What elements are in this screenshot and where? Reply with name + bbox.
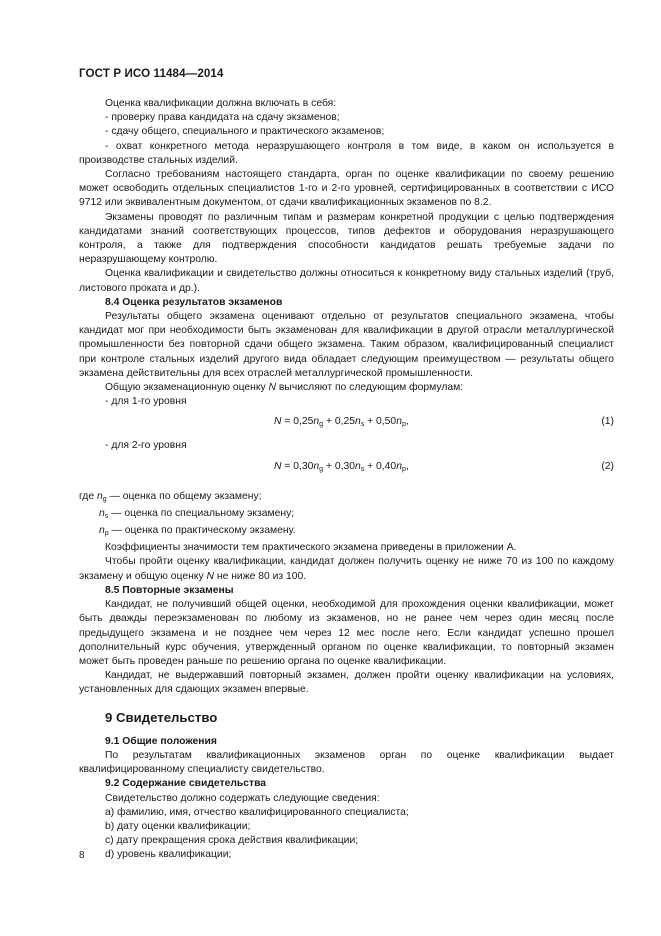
list-item: c) дату прекращения срока действия квалификации;	[105, 835, 359, 847]
list-item: - сдачу общего, специального и практического экзаменов;	[105, 126, 385, 138]
paragraph: Результаты общего экзамена оценивают отдельно от результатов специального экзамена, чтобы кандидат мог при необходимости быть экзаменован для квалификации в другой отрасли металлургической промышленности без повторной сдачи общего экзамена. Таким образом, квалифицированный специалист при контроле стальных изделий другого вида обладает следующим преимуществом — результаты общего экзамена действительны для всех отраслей металлургической промышленности.	[79, 311, 614, 379]
section-heading-9-2: 9.2 Содержание свидетельства	[105, 778, 267, 790]
paragraph: Чтобы пройти оценку квалификации, кандидат должен получить оценку не ниже 70 из 100 по каждому экзамену и общую оценку N не ниже 80 из 100.	[79, 556, 614, 582]
legend-item: $n_s$ — оценка по специальному экзамену;	[99, 507, 295, 520]
list-item: - для 1-го уровня	[105, 396, 187, 408]
formula-number: (1)	[601, 416, 614, 428]
paragraph: Экзамены проводят по различным типам и размерам конкретной продукции с целью подтверждения кандидатами знаний соответствующих процессов, типов дефектов и оборудования неразрушающего контроля, а также для подтверждения способности кандидатов решать требуемые задачи по неразрушающему контролю.	[79, 211, 614, 266]
section-heading-8-5: 8.5 Повторные экзамены	[105, 584, 234, 596]
formula-expression: $N = 0,25n_g + 0,25n_s + 0,50n_p$,	[274, 416, 409, 429]
list-item: d) уровень квалификации;	[105, 849, 232, 861]
section-heading-9: 9 Свидетельство	[105, 709, 218, 725]
paragraph: Согласно требованиям настоящего стандарта, орган по оценке квалификации по своему решению может освободить отдельных специалистов 1-го и 2-го уровней, сертифицированных в соответствии с ИСО 9712 или эквивалентным документом, от сдачи квалификационных экзаменов по 8.2.	[79, 169, 614, 209]
list-item: - проверку права кандидата на сдачу экзаменов;	[105, 112, 340, 124]
list-item: - для 2-го уровня	[105, 440, 187, 452]
formula-expression: $N = 0,30n_g + 0,30n_s + 0,40n_p$,	[274, 460, 409, 473]
legend-item: где $n_g$ — оценка по общему экзамену;	[79, 490, 262, 503]
list-item: - охват конкретного метода неразрушающего контроля в том виде, в каком он используется в производстве стальных изделий.	[79, 140, 614, 166]
paragraph: Кандидат, не выдержавший повторный экзамен, должен пройти оценку квалификации на условиях, установленных для сдающих экзамен впервые.	[79, 670, 614, 696]
page-number: 8	[79, 850, 85, 861]
document-body	[79, 97, 614, 863]
paragraph: По результатам квалификационных экзаменов орган по оценке квалификации выдает квалифицированному специалисту свидетельство.	[79, 749, 614, 776]
list-item: а) фамилию, имя, отчество квалифицированного специалиста;	[105, 806, 409, 818]
formula-2	[79, 454, 614, 480]
paragraph: Оценка квалификации и свидетельство должны относиться к конкретному виду стальных изделий (труб, листового проката и др.).	[79, 268, 614, 294]
section-heading-8-4: 8.4 Оценка результатов экзаменов	[105, 296, 283, 308]
formula-number: (2)	[601, 460, 614, 472]
legend-item: $n_p$ — оценка по практическому экзамену.	[99, 525, 296, 538]
section-heading-9-1: 9.1 Общие положения	[105, 735, 217, 747]
document-header: ГОСТ Р ИСО 11484—2014	[79, 67, 224, 80]
paragraph: Коэффициенты значимости тем практического экзамена приведены в приложении А.	[105, 542, 517, 554]
paragraph: Кандидат, не получивший общей оценки, необходимой для прохождения оценки квалификации, может быть дважды переэкзаменован по любому из экзаменов, но не ранее чем через один месяц после предыдущего экзамена и не позднее чем через 12 мес после него. Если кандидат успешно прошел дополнительный курс обучения, утвержденный органом по оценке квалификации, то повторный экзамен может быть проведен раньше по решению органа по оценке квалификации.	[79, 599, 614, 667]
paragraph: Общую экзаменационную оценку N вычисляют по следующим формулам:	[105, 382, 464, 394]
paragraph: Свидетельство должно содержать следующие сведения:	[105, 792, 380, 804]
formula-1	[79, 409, 614, 435]
paragraph: Оценка квалификации должна включать в себя:	[105, 98, 337, 109]
list-item: b) дату оценки квалификации;	[105, 820, 251, 832]
